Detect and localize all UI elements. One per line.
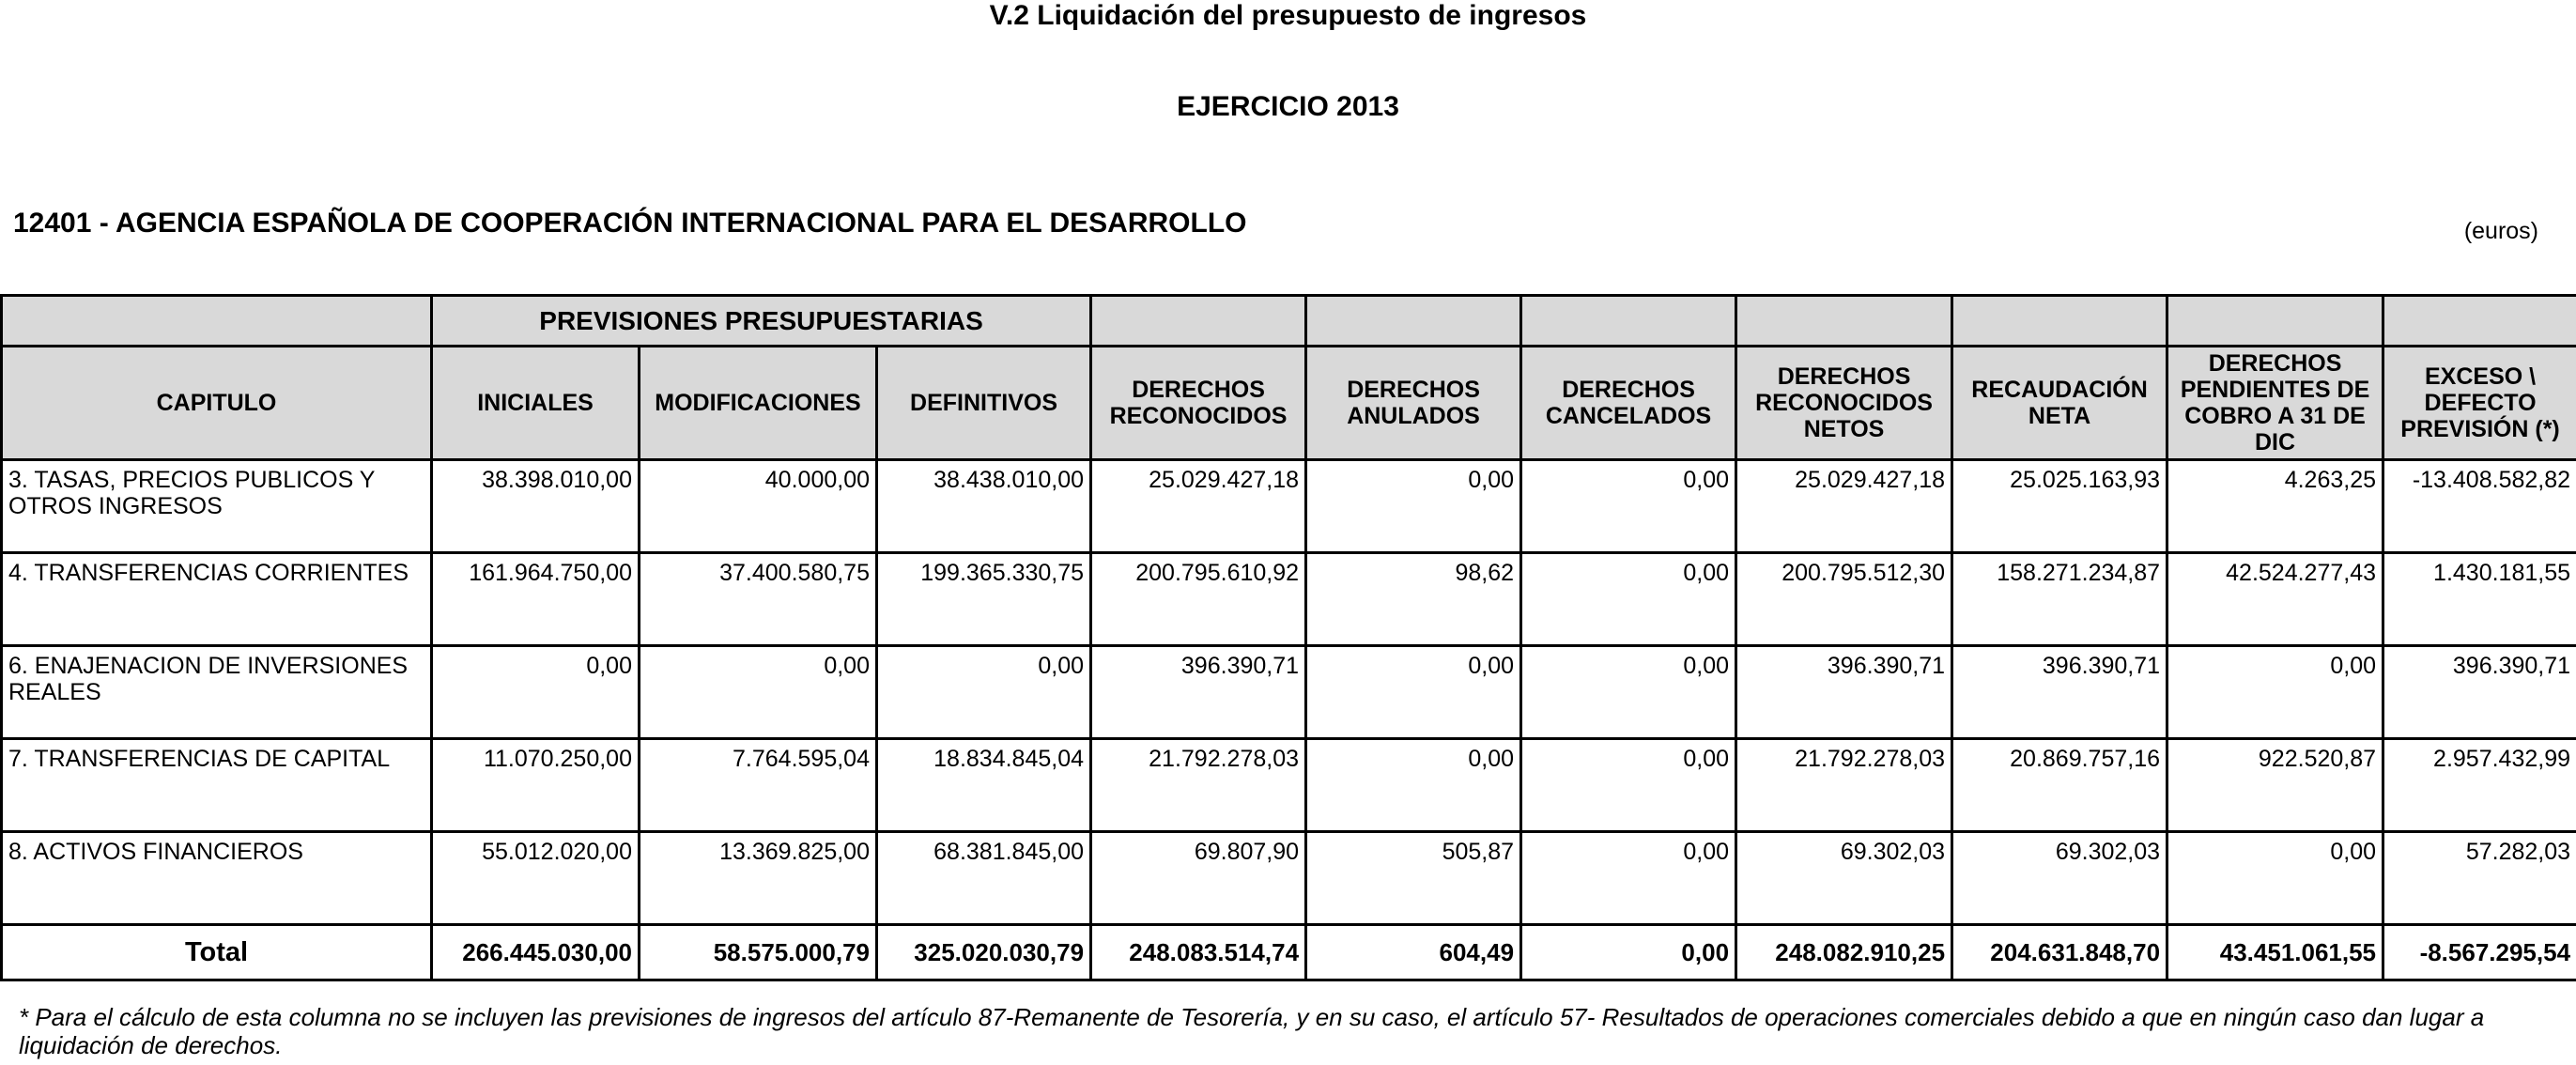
value-cell: 0,00 xyxy=(1306,460,1521,553)
value-cell: 25.025.163,93 xyxy=(1952,460,2167,553)
group-header-row xyxy=(2,296,2576,347)
value-cell: 69.807,90 xyxy=(1091,832,1306,925)
value-cell: 69.302,03 xyxy=(1736,832,1952,925)
entity-heading: 12401 - AGENCIA ESPAÑOLA DE COOPERACIÓN INTERNACIONAL PARA EL DESARROLLO xyxy=(13,208,1247,239)
chapter-cell: 3. TASAS, PRECIOS PUBLICOS Y OTROS INGRESOS xyxy=(2,460,432,553)
total-cell: 43.451.061,55 xyxy=(2167,925,2383,980)
value-cell: 200.795.610,92 xyxy=(1091,553,1306,646)
total-cell: 204.631.848,70 xyxy=(1952,925,2167,980)
value-cell: 0,00 xyxy=(1521,739,1736,832)
page-subtitle: EJERCICIO 2013 xyxy=(1177,91,1399,122)
page-title: V.2 Liquidación del presupuesto de ingresos xyxy=(989,0,1587,31)
value-cell: 199.365.330,75 xyxy=(877,553,1091,646)
value-cell: 0,00 xyxy=(2167,832,2383,925)
chapter-cell: 7. TRANSFERENCIAS DE CAPITAL xyxy=(2,739,432,832)
chapter-cell: 6. ENAJENACION DE INVERSIONES REALES xyxy=(2,646,432,739)
value-cell: 200.795.512,30 xyxy=(1736,553,1952,646)
value-cell: 4.263,25 xyxy=(2167,460,2383,553)
column-header: DEFINITIVOS xyxy=(877,347,1091,460)
total-cell: 0,00 xyxy=(1521,925,1736,980)
value-cell: 0,00 xyxy=(1521,460,1736,553)
value-cell: 11.070.250,00 xyxy=(432,739,640,832)
value-cell: 505,87 xyxy=(1306,832,1521,925)
value-cell: 0,00 xyxy=(877,646,1091,739)
column-header: INICIALES xyxy=(432,347,640,460)
value-cell: 396.390,71 xyxy=(1736,646,1952,739)
value-cell: 57.282,03 xyxy=(2383,832,2576,925)
value-cell: 21.792.278,03 xyxy=(1736,739,1952,832)
value-cell: 98,62 xyxy=(1306,553,1521,646)
value-cell: 38.438.010,00 xyxy=(877,460,1091,553)
table-row xyxy=(2,460,2576,553)
value-cell: 0,00 xyxy=(432,646,640,739)
value-cell: 0,00 xyxy=(1521,832,1736,925)
column-header: DERECHOS RECONOCIDOS xyxy=(1091,347,1306,460)
total-cell: 266.445.030,00 xyxy=(432,925,640,980)
value-cell: 25.029.427,18 xyxy=(1736,460,1952,553)
value-cell: 25.029.427,18 xyxy=(1091,460,1306,553)
footnote: * Para el cálculo de esta columna no se incluyen las previsiones de ingresos del artículo 87-Remanente de Tesorería, y en su caso, el artículo 57- Resultados de operaciones comerciales debido a que en ningún caso dan lugar a liquidación de derechos. xyxy=(19,1003,2485,1059)
column-header: MODIFICACIONES xyxy=(640,347,877,460)
total-label: Total xyxy=(2,925,432,980)
table-row xyxy=(2,832,2576,925)
value-cell: -13.408.582,82 xyxy=(2383,460,2576,553)
empty-header-cell xyxy=(1521,296,1736,347)
value-cell: 0,00 xyxy=(1306,646,1521,739)
column-header: CAPITULO xyxy=(2,347,432,460)
value-cell: 69.302,03 xyxy=(1952,832,2167,925)
empty-header-cell xyxy=(1952,296,2167,347)
total-cell: 248.083.514,74 xyxy=(1091,925,1306,980)
units-label: (euros) xyxy=(2463,218,2538,244)
column-header: DERECHOS ANULADOS xyxy=(1306,347,1521,460)
total-cell: 604,49 xyxy=(1306,925,1521,980)
empty-header-cell xyxy=(1091,296,1306,347)
total-cell: -8.567.295,54 xyxy=(2383,925,2576,980)
column-header: RECAUDACIÓN NETA xyxy=(1952,347,2167,460)
column-header: DERECHOS RECONOCIDOS NETOS xyxy=(1736,347,1952,460)
value-cell: 161.964.750,00 xyxy=(432,553,640,646)
empty-header-cell xyxy=(2167,296,2383,347)
total-cell: 248.082.910,25 xyxy=(1736,925,1952,980)
table-row xyxy=(2,739,2576,832)
value-cell: 18.834.845,04 xyxy=(877,739,1091,832)
value-cell: 42.524.277,43 xyxy=(2167,553,2383,646)
value-cell: 0,00 xyxy=(640,646,877,739)
column-header: DERECHOS CANCELADOS xyxy=(1521,347,1736,460)
value-cell: 37.400.580,75 xyxy=(640,553,877,646)
total-cell: 325.020.030,79 xyxy=(877,925,1091,980)
value-cell: 20.869.757,16 xyxy=(1952,739,2167,832)
column-header: EXCESO \ DEFECTO PREVISIÓN (*) xyxy=(2383,347,2576,460)
value-cell: 922.520,87 xyxy=(2167,739,2383,832)
value-cell: 396.390,71 xyxy=(1091,646,1306,739)
total-cell: 58.575.000,79 xyxy=(640,925,877,980)
budget-table xyxy=(0,294,2576,981)
table-row xyxy=(2,646,2576,739)
value-cell: 55.012.020,00 xyxy=(432,832,640,925)
value-cell: 0,00 xyxy=(2167,646,2383,739)
column-header-row xyxy=(2,347,2576,460)
total-row xyxy=(2,925,2576,980)
value-cell: 158.271.234,87 xyxy=(1952,553,2167,646)
column-header: DERECHOS PENDIENTES DE COBRO A 31 DE DIC xyxy=(2167,347,2383,460)
value-cell: 396.390,71 xyxy=(1952,646,2167,739)
table-row xyxy=(2,553,2576,646)
value-cell: 40.000,00 xyxy=(640,460,877,553)
value-cell: 0,00 xyxy=(1306,739,1521,832)
value-cell: 1.430.181,55 xyxy=(2383,553,2576,646)
value-cell: 0,00 xyxy=(1521,646,1736,739)
value-cell: 21.792.278,03 xyxy=(1091,739,1306,832)
empty-header-cell xyxy=(2383,296,2576,347)
value-cell: 13.369.825,00 xyxy=(640,832,877,925)
chapter-cell: 4. TRANSFERENCIAS CORRIENTES xyxy=(2,553,432,646)
group-header-previsiones: PREVISIONES PRESUPUESTARIAS xyxy=(432,296,1091,347)
value-cell: 0,00 xyxy=(1521,553,1736,646)
value-cell: 38.398.010,00 xyxy=(432,460,640,553)
chapter-cell: 8. ACTIVOS FINANCIEROS xyxy=(2,832,432,925)
value-cell: 2.957.432,99 xyxy=(2383,739,2576,832)
empty-header-cell xyxy=(1306,296,1521,347)
value-cell: 396.390,71 xyxy=(2383,646,2576,739)
empty-header-cell xyxy=(1736,296,1952,347)
value-cell: 7.764.595,04 xyxy=(640,739,877,832)
empty-header-cell xyxy=(2,296,432,347)
value-cell: 68.381.845,00 xyxy=(877,832,1091,925)
